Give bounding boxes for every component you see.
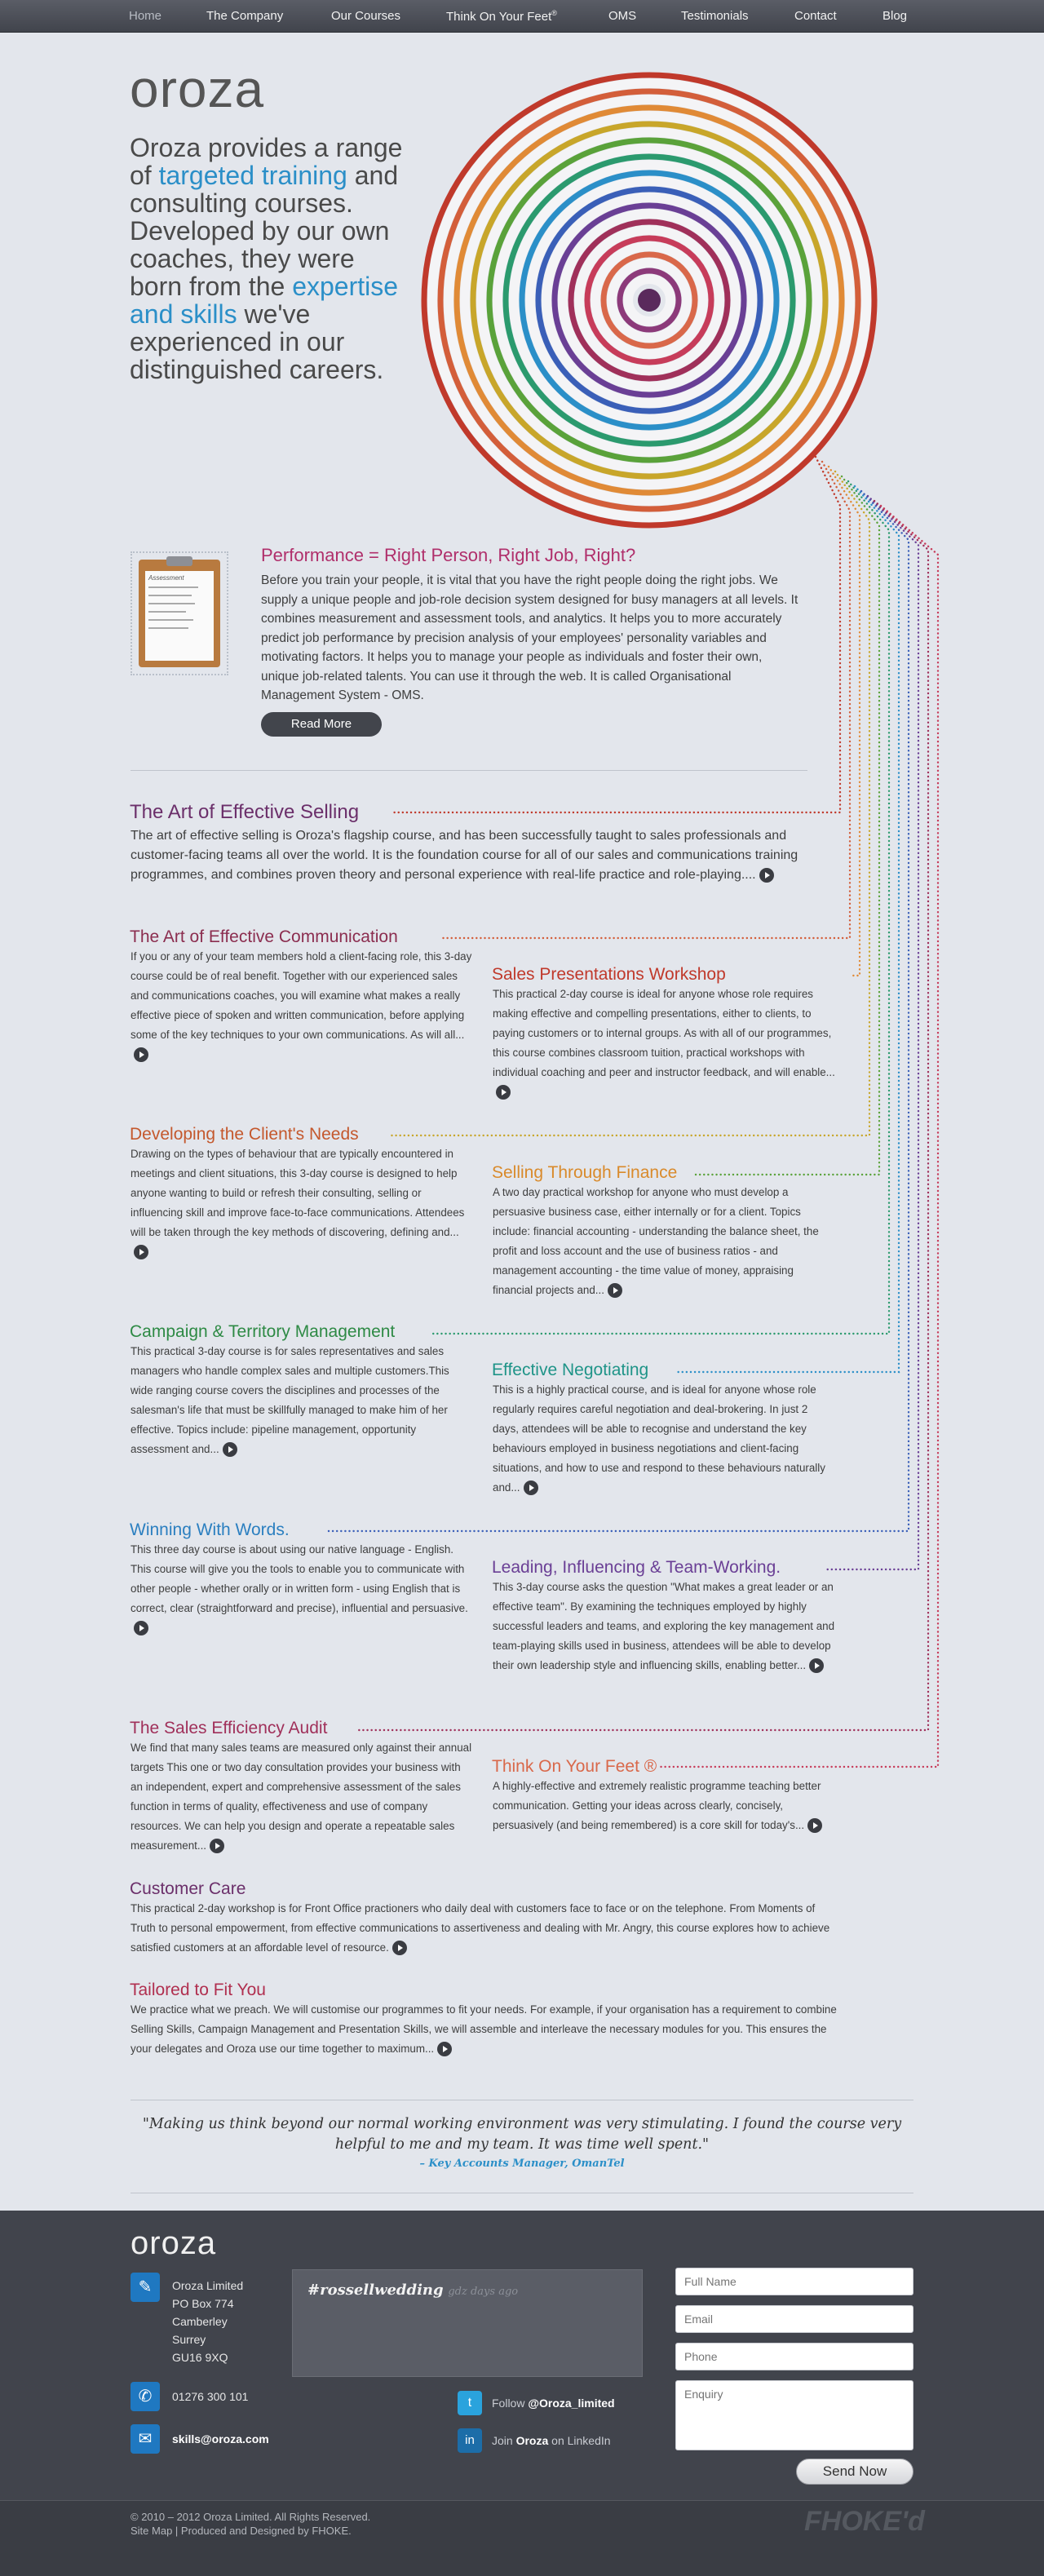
course-text: The art of effective selling is Oroza's flagship course, and has been successfully taught to sales professionals and customer-facing teams all over the world. It is the foundation course for all of our sales and communications training programmes, and combines proven theory and personal experience with real-life practice and role-playing.... [130, 829, 798, 882]
course-title-efficiency[interactable]: The Sales Efficiency Audit [130, 1719, 330, 1738]
course-body-finance [493, 1183, 835, 1300]
course-title-words[interactable]: Winning With Words. [130, 1520, 293, 1540]
course-body-negotiating [493, 1380, 835, 1498]
registered-mark: ® [551, 9, 557, 17]
linkedin-name: Oroza [515, 2434, 549, 2447]
twitter-feed-box [292, 2269, 643, 2377]
course-text: A highly-effective and extremely realistic programme teaching better communication. Getting your ideas across clearly, concisely, persuasively (and being remembered) is a core skill for today's... [493, 1780, 821, 1831]
copyright [130, 2510, 370, 2538]
course-body-selling [130, 826, 832, 885]
hero-highlight: targeted training [158, 161, 347, 190]
nav-courses[interactable]: Our Courses [331, 9, 401, 23]
address-line: Oroza Limited [172, 2279, 244, 2292]
clipboard-title: Assessment [148, 574, 184, 582]
course-title-selling[interactable]: The Art of Effective Selling [130, 801, 362, 824]
address-line: PO Box 774 [172, 2297, 234, 2310]
course-text: This practical 2-day workshop is for Front Office practioners who daily deal with customers face to face or on the telephone. From Moments of Truth to personal empowerment, from effective communications to assertiveness and dealing with Mr. Angry, this course explores how to achieve satisfied customers at an affordable level of resource. [130, 1902, 830, 1954]
course-text: This 3-day course asks the question "What makes a great leader or an effective team". By examining the techniques employed by highly successful leaders and teams, and exploring the key management and team-playing skills used in business, attendees will be able to develop their own leadership style and influencing skills, enabling better... [493, 1581, 835, 1671]
course-body-campaign [130, 1342, 473, 1459]
footer-logo[interactable]: oroza [130, 2225, 217, 2261]
more-arrow-icon[interactable] [210, 1839, 224, 1853]
more-arrow-icon[interactable] [807, 1818, 822, 1833]
course-body-presentations [493, 985, 835, 1102]
twitter-icon[interactable]: t [458, 2391, 482, 2415]
course-title-finance[interactable]: Selling Through Finance [492, 1163, 680, 1183]
nav-blog[interactable]: Blog [883, 9, 908, 23]
read-more-button[interactable]: Read More [261, 712, 382, 737]
course-title-negotiating[interactable]: Effective Negotiating [492, 1361, 652, 1380]
fhoke-logo[interactable]: FHOKE'd [804, 2506, 925, 2537]
course-text: We find that many sales teams are measured only against their annual targets This one or two day consultation provides your business with an independent, expert and comprehensive assessment of the sales function in terms of quality, effectiveness and use of company resources. We can help you design and operate a repeatable sales measurement... [130, 1742, 472, 1852]
divider [130, 770, 807, 771]
more-arrow-icon[interactable] [608, 1283, 622, 1298]
footer-address [172, 2277, 243, 2366]
dotted-connector [829, 467, 860, 976]
twitter-pre: Follow [492, 2397, 529, 2410]
pencil-icon: ✎ [130, 2273, 160, 2302]
phone-input[interactable] [675, 2343, 914, 2370]
hero-text-part: and consulting courses. Developed by our own coaches, they were born from the [130, 161, 399, 301]
more-arrow-icon[interactable] [809, 1658, 824, 1673]
course-title-communication[interactable]: The Art of Effective Communication [130, 927, 401, 947]
nav-testimonials[interactable]: Testimonials [681, 9, 749, 23]
phone-icon: ✆ [130, 2382, 160, 2411]
course-title-presentations[interactable]: Sales Presentations Workshop [492, 965, 729, 985]
hashtag-meta: gdz days ago [448, 2286, 519, 2298]
linkedin-icon[interactable]: in [458, 2428, 482, 2453]
course-body-words [130, 1540, 473, 1638]
address-line: Surrey [172, 2333, 206, 2346]
copyright-text: © 2010 – 2012 Oroza Limited. All Rights Reserved. [130, 2511, 371, 2523]
address-line: Camberley [172, 2315, 228, 2328]
course-text: A two day practical workshop for anyone who must develop a persuasive business case, either internally or for a client. Topics include: financial accounting - understanding the balance sheet, the profit and loss account and the use of business ratios - and management accounting - the time value of money, appraising financial projects and... [493, 1186, 819, 1296]
more-arrow-icon[interactable] [496, 1085, 511, 1100]
course-title-tofeet[interactable]: Think On Your Feet ® [492, 1757, 660, 1777]
course-title-tailored[interactable]: Tailored to Fit You [130, 1981, 269, 2000]
nav-company[interactable]: The Company [206, 9, 284, 23]
twitter-follow[interactable] [492, 2394, 615, 2412]
course-title-customer[interactable]: Customer Care [130, 1879, 249, 1899]
dotted-connector [824, 496, 918, 1569]
nav-oms[interactable]: OMS [608, 9, 637, 23]
more-arrow-icon[interactable] [134, 1245, 148, 1259]
hero-text-part: we've experienced in our distinguished careers. [130, 299, 384, 384]
more-arrow-icon[interactable] [134, 1047, 148, 1062]
hashtag[interactable]: #rossellwedding [307, 2282, 444, 2299]
more-arrow-icon[interactable] [134, 1621, 148, 1635]
hero-text-part: Oroza provides a range of [130, 133, 403, 190]
more-arrow-icon[interactable] [437, 2042, 452, 2056]
testimonial-quote: "Making us think beyond our normal working environment was very stimulating. I found the course very helpful to me and my team. It was time well spent." [142, 2116, 902, 2153]
send-now-button[interactable]: Send Now [796, 2459, 914, 2485]
email-input[interactable] [675, 2305, 914, 2333]
performance-title[interactable]: Performance = Right Person, Right Job, Right? [261, 545, 636, 565]
clipboard-sheet [145, 571, 214, 661]
enquiry-input[interactable] [675, 2380, 914, 2450]
twitter-handle: @Oroza_limited [528, 2397, 615, 2410]
course-text: We practice what we preach. We will customise our programmes to fit your needs. For example, if your organisation has a requirement to combine Selling Skills, Campaign Management and Presentation Skills, we will assemble and interleave the necessary modules for you. This ensures the your delegates and Oroza use our time together to maximum... [130, 2003, 837, 2055]
linkedin-pre: Join [492, 2434, 516, 2447]
footer-phone[interactable]: 01276 300 101 [172, 2390, 249, 2403]
more-arrow-icon[interactable] [759, 868, 774, 883]
course-text: If you or any of your team members hold a client-facing role, this 3-day course could be of real benefit. Together with our experienced sales and communications coaches, you will examine what makes a really effective piece of spoken and written communication, before applying some of the key techniques to your own communications. As will all... [130, 950, 472, 1041]
clipboard-icon [130, 551, 228, 675]
credits-link[interactable]: Site Map | Produced and Designed by FHOKE. [130, 2525, 352, 2537]
course-text: This practical 3-day course is for sales representatives and sales managers who handle complex sales and multiple customers.This wide ranging course covers the disciplines and processes of the salesman's life that must be skillfully managed to make him of her effective. Topics include: pipeline management, opportunity assessment and... [130, 1345, 449, 1455]
oroza-logo[interactable]: oroza [130, 60, 265, 118]
clipboard-board [139, 560, 220, 667]
clipboard-clip [166, 556, 192, 566]
course-text: This is a highly practical course, and is ideal for anyone whose role regularly requires careful negotiation and deal-brokering. In just 2 days, attendees will be able to recognise and understand the key behaviours employed in business negotiations and client-facing situations, and how to use and respond to these behaviours naturally and... [493, 1383, 825, 1494]
course-text: This practical 2-day course is ideal for anyone whose role requires making effective and compelling presentations, either to clients, to paying customers or to internal groups. As with all of our programmes, this course combines classroom tuition, practical workshops with individual coaching and peer and instructor feedback, and will enable... [493, 988, 835, 1078]
nav-think-label: Think On Your Feet [446, 10, 552, 24]
testimonial-source: – Key Accounts Manager, OmanTel [419, 2158, 625, 2170]
performance-body: Before you train your people, it is vital that you have the right people doing the right jobs. We supply a unique people and job-role decision system designed for busy managers at all levels. It combines measurement and assessment tools, and analytics. It helps you to more accurately predict job performance by precision analysis of your employees' personality variables and motivating factors. It helps you to manage your people as individuals and foster their own, unique job-related talents. You can use it through the web. It is called Organisational Management System - OMS. [261, 573, 798, 702]
course-body-tofeet [493, 1777, 835, 1835]
course-title-needs[interactable]: Developing the Client's Needs [130, 1125, 362, 1144]
course-title-leading[interactable]: Leading, Influencing & Team-Working. [492, 1558, 784, 1578]
address-line: GU16 9XQ [172, 2351, 228, 2364]
full-name-input[interactable] [675, 2268, 914, 2295]
course-body-customer [130, 1899, 840, 1958]
footer-email[interactable]: skills@oroza.com [172, 2432, 269, 2445]
more-arrow-icon[interactable] [392, 1941, 407, 1955]
course-body-leading [493, 1578, 835, 1675]
course-body-needs [130, 1144, 473, 1262]
course-body-communication [130, 947, 473, 1064]
decorative-ring-core [638, 289, 661, 312]
linkedin-post: on LinkedIn [548, 2434, 611, 2447]
more-arrow-icon[interactable] [223, 1442, 237, 1457]
nav-home[interactable]: Home [129, 9, 162, 23]
more-arrow-icon[interactable] [524, 1481, 538, 1495]
course-body-tailored [130, 2000, 840, 2059]
course-text: Drawing on the types of behaviour that are typically encountered in meetings and client situations, this 3-day course is designed to help anyone wanting to build or refresh their consulting, selling or influencing skill and improve face-to-face communications. Attendees will be taken through the key methods of discovering, defining and... [130, 1148, 465, 1238]
hero-highlight: expertise and skills [130, 272, 399, 329]
course-title-campaign[interactable]: Campaign & Territory Management [130, 1322, 398, 1342]
linkedin-join[interactable] [492, 2432, 611, 2450]
course-body-efficiency [130, 1738, 473, 1856]
nav-contact[interactable]: Contact [794, 9, 837, 23]
course-text: This three day course is about using our native language - English. This course will give you the tools to enable you to communicate with other people - whether orally or in written form - using English that is correct, clear (straightforward and precise), influential and persuasive. [130, 1543, 468, 1614]
mail-icon: ✉ [130, 2424, 160, 2454]
